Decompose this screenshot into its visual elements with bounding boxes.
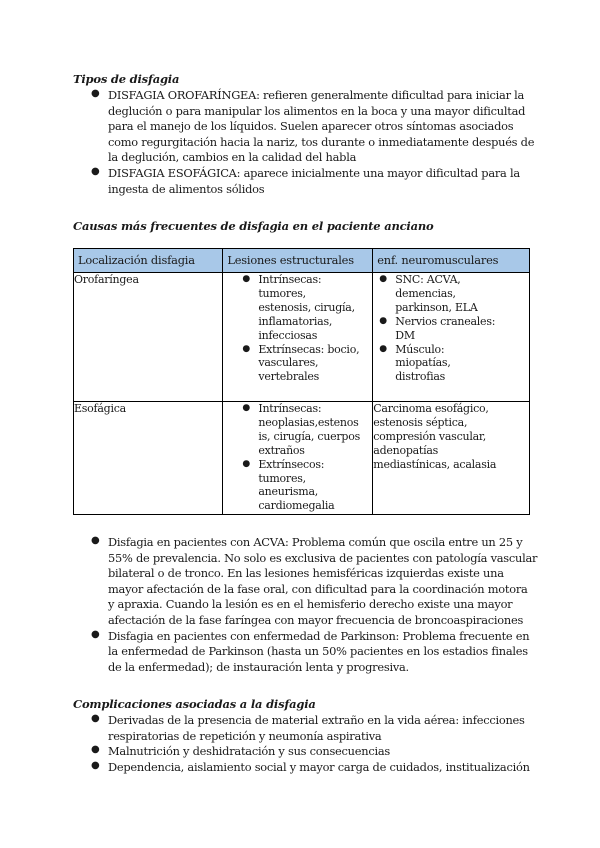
text-line: Músculo: — [395, 342, 445, 356]
location-text: Orofaríngea — [74, 273, 139, 286]
text-line: distrofias — [395, 370, 446, 384]
bullet-icon: ● — [91, 744, 100, 756]
text-line: demencias, — [395, 286, 456, 300]
text-line: como regurgitación hacia la nariz, tos durante o inmediatamente después de — [108, 134, 535, 149]
bullet-icon: ● — [379, 274, 387, 284]
list-item — [91, 88, 535, 166]
text-line: tumores, — [258, 286, 306, 300]
text-line: mayor afectación de la fase oral, con dificultad para la coordinación motora — [108, 581, 528, 596]
header-localizacion: Localización disfagia — [74, 249, 223, 273]
list-item — [242, 457, 372, 514]
text-line: Intrínsecas: — [258, 402, 322, 415]
list-item — [379, 273, 529, 315]
list-item — [91, 744, 530, 760]
causes-table — [73, 248, 530, 515]
text-line: DM — [395, 328, 415, 342]
text-line: de la enfermedad); de instauración lenta y progresiva. — [108, 659, 409, 674]
text-line: ingesta de alimentos sólidos — [108, 181, 265, 196]
text-line: bilateral o de tronco. En las lesiones hemisféricas izquierdas existe una — [108, 566, 504, 581]
list-item — [91, 628, 537, 676]
heading-tipos: Tipos de disfagia — [73, 72, 180, 86]
list-item — [379, 314, 529, 343]
text-line: Nervios craneales: — [395, 314, 496, 328]
text-line: infecciosas — [258, 328, 318, 342]
text-line: Derivadas de la presencia de material extraño en la vida aérea: infecciones — [108, 713, 525, 727]
bullet-icon: ● — [379, 315, 387, 326]
text-line: neoplasias,estenos — [258, 415, 359, 429]
text-line: Disfagia en pacientes con ACVA: Problema común que oscila entre un 25 y — [108, 535, 523, 549]
cell-structural — [223, 273, 373, 402]
text-line: vertebrales — [258, 370, 320, 384]
types-list — [91, 88, 535, 197]
text-line: Disfagia en pacientes con enfermedad de Parkinson: Problema frecuente en — [108, 628, 530, 643]
patients-list — [91, 535, 538, 675]
text-line: Malnutrición y deshidratación y sus consecuencias — [108, 744, 390, 759]
cell-structural — [223, 402, 373, 515]
text-line: Intrínsecas: — [258, 273, 322, 286]
text-line: 55% de prevalencia. No solo es exclusiva de pacientes con patología vascular — [108, 550, 538, 565]
header-neuromusculares: enf. neuromusculares — [373, 249, 530, 273]
text-line: SNC: ACVA, — [395, 273, 461, 286]
bullet-icon: ● — [242, 274, 250, 284]
text-line: Extrínsecos: — [258, 457, 325, 471]
text-line: is, cirugía, cuerpos — [258, 429, 360, 443]
table-header-row — [74, 249, 530, 273]
list-item — [242, 402, 372, 458]
cell-location — [74, 402, 223, 515]
bullet-icon: ● — [91, 535, 100, 546]
bullet-icon: ● — [242, 458, 250, 469]
list-item — [91, 759, 530, 776]
bullet-icon: ● — [91, 713, 100, 724]
bullet-icon: ● — [91, 759, 100, 771]
text-line: DISFAGIA ESOFÁGICA: aparece inicialmente una mayor dificultad para la — [108, 165, 520, 180]
bullet-icon: ● — [242, 343, 250, 354]
list-item — [242, 273, 372, 343]
bullet-icon: ● — [91, 628, 100, 640]
text-line: vasculares, — [258, 356, 319, 370]
location-text: Esofágica — [74, 402, 126, 415]
heading-causas: Causas más frecuentes de disfagia en el paciente anciano — [73, 219, 434, 233]
text-line: tumores, — [258, 471, 306, 485]
bullet-icon: ● — [91, 165, 100, 177]
text-line: aneurisma, — [258, 485, 319, 499]
text-line: Carcinoma esofágico, — [373, 402, 489, 415]
text-line: la deglución, cambios en la calidad del habla — [108, 150, 357, 165]
text-line: la enfermedad de Parkinson (hasta un 50% pacientes en los estadios finales — [108, 644, 528, 659]
list-item — [91, 535, 538, 629]
text-line: parkinson, ELA — [395, 300, 478, 314]
bullet-icon: ● — [242, 403, 250, 413]
text-line: cardiomegalia — [258, 499, 335, 513]
list-item — [379, 342, 529, 385]
cell-location — [74, 273, 223, 402]
text-line: mediastínicas, acalasia — [373, 457, 497, 471]
text-line: deglución o para manipular los alimentos en la boca y una mayor dificultad — [108, 103, 526, 118]
neuro-list — [373, 273, 529, 384]
list-item — [91, 165, 534, 197]
complications-list — [91, 713, 530, 775]
text-line: y apraxia. Cuando la lesión es en el hemisferio derecho existe una mayor — [108, 597, 513, 612]
bullet-icon: ● — [91, 88, 100, 99]
text-line: para el manejo de los líquidos. Suelen aparecer otros síntomas asociados — [108, 119, 514, 134]
heading-complicaciones: Complicaciones asociadas a la disfagia — [73, 697, 316, 711]
text-line: extraños — [258, 443, 305, 457]
bullet-icon: ● — [379, 343, 387, 354]
cell-neuro — [373, 402, 530, 515]
table-row — [74, 273, 530, 402]
text-line: estenosis, cirugía, — [258, 300, 355, 314]
text-line: respiratorias de repetición y neumonía aspirativa — [108, 728, 382, 743]
header-lesiones: Lesiones estructurales — [223, 249, 373, 273]
text-line: DISFAGIA OROFARÍNGEA: refieren generalmente dificultad para iniciar la — [108, 88, 525, 102]
structural-list — [223, 402, 372, 513]
table-row — [74, 402, 530, 515]
list-item — [242, 342, 372, 385]
text-line: Dependencia, aislamiento social y mayor carga de cuidados, institualización — [108, 759, 530, 774]
cell-neuro — [373, 273, 530, 402]
text-line: compresión vascular, — [373, 429, 486, 443]
text-line: Extrínsecas: bocio, — [258, 342, 360, 356]
text-line: miopatías, — [395, 356, 451, 370]
list-item — [91, 713, 530, 744]
structural-list — [223, 273, 372, 384]
text-line: inflamatorias, — [258, 314, 333, 328]
text-line: afectación de la fase faríngea con mayor frecuencia de broncoaspiraciones — [108, 612, 524, 627]
text-line: adenopatías — [373, 443, 439, 457]
text-line: estenosis séptica, — [373, 415, 468, 429]
